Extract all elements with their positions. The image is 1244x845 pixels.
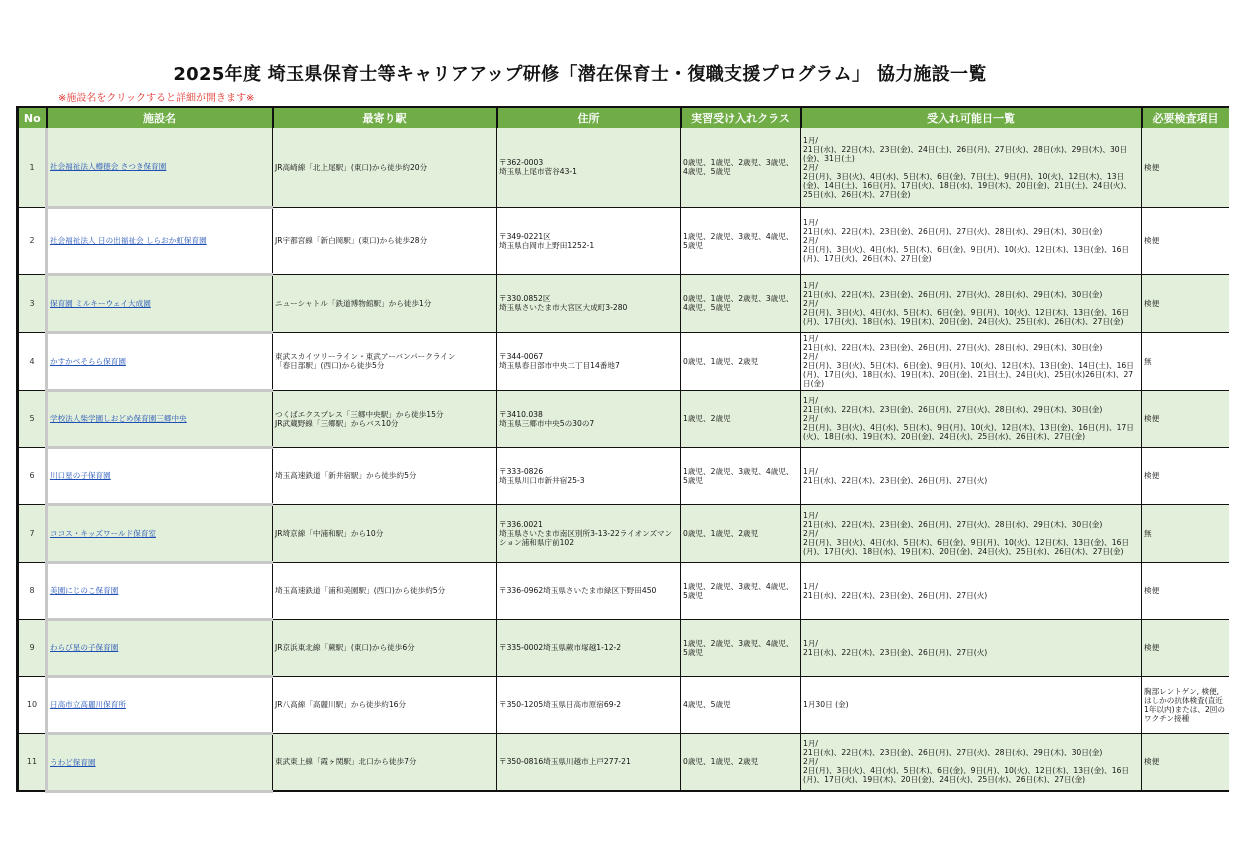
page-title: 2025年度 埼玉県保育士等キャリアアップ研修「潜在保育士・復職支援プログラム」 協力施設一覧 [173, 64, 987, 85]
facility-name-cell [47, 676, 273, 733]
table-row [18, 390, 1229, 447]
address-cell-line: 〒344-0067 [499, 352, 544, 361]
available-dates-cell-line: 1月/ [803, 334, 818, 343]
available-dates-cell [801, 733, 1142, 791]
available-dates-cell-line: 21日(水)、22日(木)、23日(金)、26日(月)、27日(火)、28日(水)、29日(木)、30日(金) [803, 405, 1103, 414]
nearest-station-cell-line: 埼玉高速鉄道「浦和美園駅」(西口)から徒歩約5分 [275, 586, 446, 595]
nearest-station-cell-line: JR京浜東北線「蕨駅」(東口)から徒歩6分 [275, 643, 415, 652]
facility-name-cell [47, 562, 273, 619]
available-dates-cell-line: 2日(月)、3日(火)、4日(水)、5日(木)、6日(金)、9日(月)、10(火)、12日(木)、13日(金)、16日(月)、17日(火)、26日(木)、27日(金) [803, 245, 1129, 263]
address-cell-line: 埼玉県三郷市中央5の30の7 [499, 418, 595, 428]
facility-name-cell [47, 274, 273, 332]
facility-table [16, 106, 1229, 793]
available-dates-cell-line: 1月30日 (金) [803, 700, 849, 709]
available-dates-cell-line: 21日(水)、22日(木)、23日(金)、26日(月)、27日(火) [803, 590, 988, 600]
nearest-station-cell-line: ニューシャトル「鉄道博物館駅」から徒歩1分 [275, 298, 432, 308]
available-dates-cell-line: 21日(水)、22日(木)、23日(金)、24日(土)、26日(月)、27日(火)、28日(水)、29日(木)、30日(金)、31日(土) [803, 144, 1128, 163]
nearest-station-cell [273, 128, 497, 207]
classes-cell: 1歳児、2歳児、3歳児、4歳児、5歳児 [681, 207, 801, 274]
available-dates-cell-line: 1月/ [803, 510, 818, 520]
available-dates-cell-line: 2日(月)、3日(火)、4日(水)、5日(木)、6日(金)、9日(月)、10(火)、12日(木)、13日(金)、16日(月)、17日(火)、18日(水)、19日(木)、20日(金)、24日(火)、25日(水)、26日(木)、27日(金) [803, 537, 1129, 556]
nearest-station-cell [273, 332, 497, 390]
nearest-station-cell [273, 207, 497, 274]
required-checks-cell: 検便 [1142, 619, 1229, 676]
required-checks-cell: 検便 [1142, 207, 1229, 274]
column-header-address: 住所 [497, 107, 681, 128]
address-cell [497, 128, 681, 207]
column-header-no: No [18, 107, 47, 128]
facility-name-link[interactable]: 日高市立高麗川保育所 [50, 700, 126, 709]
available-dates-cell-line: 1月/ [803, 739, 818, 749]
classes-cell: 0歳児、1歳児、2歳児 [681, 733, 801, 791]
facility-name-link[interactable]: 学校法人柴学園しおどめ保育園三郷中央 [50, 414, 187, 423]
address-cell-line: 〒330.0852区 [499, 294, 551, 303]
nearest-station-cell [273, 504, 497, 562]
available-dates-cell-line: 21日(水)、22日(木)、23日(金)、26日(月)、27日(火)、28日(水)、29日(木)、30日(金) [803, 748, 1103, 758]
available-dates-cell-line: 2月/ [803, 352, 818, 361]
required-checks-cell: 検便 [1142, 733, 1229, 791]
classes-cell: 0歳児、1歳児、2歳児、3歳児、4歳児、5歳児 [681, 274, 801, 332]
table-row [18, 562, 1229, 619]
available-dates-cell-line: 2月/ [803, 162, 818, 172]
required-checks-cell: 検便 [1142, 447, 1229, 504]
row-number: 3 [18, 274, 47, 332]
available-dates-cell [801, 562, 1142, 619]
required-checks-cell: 検便 [1142, 562, 1229, 619]
available-dates-cell [801, 390, 1142, 447]
table-row [18, 332, 1229, 390]
address-cell [497, 562, 681, 619]
address-cell-line: 〒349-0221区 [499, 231, 551, 241]
required-checks-cell: 検便 [1142, 274, 1229, 332]
address-cell-line: 〒333-0826 [499, 466, 544, 476]
nearest-station-cell-line: JR武蔵野線「三郷駅」からバス10分 [275, 418, 399, 428]
table-row [18, 274, 1229, 332]
classes-cell: 1歳児、2歳児、3歳児、4歳児、5歳児 [681, 447, 801, 504]
facility-name-cell [47, 733, 273, 791]
column-header-available-dates: 受入れ可能日一覧 [801, 107, 1142, 128]
nearest-station-cell-line: 東武スカイツリーライン・東武アーバンパークライン [275, 352, 456, 361]
facility-name-link[interactable]: うわど保育園 [50, 757, 96, 767]
available-dates-cell-line: 1月/ [803, 218, 818, 227]
address-cell [497, 504, 681, 562]
table-body [18, 128, 1229, 791]
address-cell [497, 619, 681, 676]
classes-cell: 1歳児、2歳児、3歳児、4歳児、5歳児 [681, 562, 801, 619]
address-cell [497, 332, 681, 390]
row-number: 10 [18, 676, 47, 733]
facility-name-link[interactable]: 川口星の子保育園 [50, 471, 111, 480]
required-checks-cell: 検便 [1142, 390, 1229, 447]
available-dates-cell-line: 2日(月)、3日(火)、4日(水)、5日(木)、9日(月)、10(火)、12日(木)、13日(金)、16日(月)、17日(火)、18日(水)、19日(木)、20日(金)、24日(火)、25日(水)、26日(木)、27日(金) [803, 423, 1134, 441]
available-dates-cell-line: 21日(水)、22日(木)、23日(金)、26日(月)、27日(火) [803, 647, 988, 657]
column-header-required-checks: 必要検査項目 [1142, 107, 1229, 128]
nearest-station-cell [273, 733, 497, 791]
address-cell-line: 埼玉県春日部市中央二丁目14番地7 [499, 361, 620, 370]
classes-cell: 0歳児、1歳児、2歳児、3歳児、4歳児、5歳児 [681, 128, 801, 207]
nearest-station-cell-line: 埼玉高速鉄道「新井宿駅」から徒歩約5分 [275, 471, 417, 480]
facility-name-cell [47, 128, 273, 207]
column-header-nearest-station: 最寄り駅 [273, 107, 497, 128]
row-number: 4 [18, 332, 47, 390]
available-dates-cell-line: 1月/ [803, 581, 818, 591]
classes-cell: 1歳児、2歳児、3歳児、4歳児、5歳児 [681, 619, 801, 676]
facility-name-cell [47, 447, 273, 504]
address-cell-line: 〒336.0021 [499, 519, 543, 529]
facility-name-link[interactable]: 美園にじのこ保育園 [50, 586, 119, 595]
available-dates-cell-line: 21日(水)、22日(木)、23日(金)、26日(月)、27日(火) [803, 475, 988, 485]
address-cell [497, 207, 681, 274]
nearest-station-cell [273, 390, 497, 447]
table-row [18, 733, 1229, 791]
required-checks-cell: 無 [1142, 332, 1229, 390]
available-dates-cell-line: 1月/ [803, 638, 818, 648]
available-dates-cell-line: 1月/ [803, 466, 818, 476]
row-number: 6 [18, 447, 47, 504]
table-row [18, 447, 1229, 504]
required-checks-cell: 胸部レントゲン, 検便, はしかの抗体検査(直近1年以内)または、2回のワクチン接種 [1142, 676, 1229, 733]
available-dates-cell-line: 1月/ [803, 396, 818, 405]
address-cell [497, 676, 681, 733]
nearest-station-cell-line: つくばエクスプレス「三郷中央駅」から徒歩15分 [275, 409, 444, 419]
available-dates-cell [801, 207, 1142, 274]
required-checks-cell: 検便 [1142, 128, 1229, 207]
address-cell [497, 390, 681, 447]
address-cell-line: 〒335-0002埼玉県蕨市塚越1-12-2 [499, 643, 622, 652]
address-cell [497, 733, 681, 791]
address-cell [497, 274, 681, 332]
classes-cell: 1歳児、2歳児 [681, 390, 801, 447]
table-header-row [18, 107, 1229, 128]
address-cell-line: 〒336-0962埼玉県さいたま市緑区下野田450 [499, 586, 657, 595]
facility-name-cell [47, 207, 273, 274]
facility-name-link[interactable]: かすかべそらら保育園 [50, 356, 126, 366]
row-number: 11 [18, 733, 47, 791]
facility-name-cell [47, 332, 273, 390]
nearest-station-cell [273, 274, 497, 332]
available-dates-cell-line: 2月/ [803, 414, 818, 423]
row-number: 2 [18, 207, 47, 274]
table-row [18, 207, 1229, 274]
available-dates-cell-line: 1月/ [803, 135, 818, 145]
address-cell-line: 〒362-0003 [499, 158, 544, 168]
click-instruction-note: ※施設名をクリックすると詳細が開きます※ [58, 93, 255, 104]
address-cell [497, 447, 681, 504]
nearest-station-cell [273, 619, 497, 676]
address-cell-line: 埼玉県さいたま市大宮区大成町3-280 [499, 303, 628, 312]
nearest-station-cell-line: 東武東上線「霞ヶ関駅」北口から徒歩7分 [275, 757, 417, 767]
facility-name-cell [47, 619, 273, 676]
available-dates-cell-line: 2月/ [803, 757, 818, 767]
available-dates-cell [801, 619, 1142, 676]
row-number: 1 [18, 128, 47, 207]
classes-cell: 0歳児、1歳児、2歳児 [681, 332, 801, 390]
table-row [18, 504, 1229, 562]
facility-name-cell [47, 504, 273, 562]
table-row [18, 619, 1229, 676]
available-dates-cell-line: 2日(月)、3日(火)、4日(水)、5日(木)、6日(金)、7日(土)、9日(月)、10(火)、12日(木)、13日(金)、14日(土)、16日(月)、17日(火)、18日(水)、19日(木)、20日(金)、21日(土)、24日(火)、25日(水)、26日(木)、27日(金) [803, 171, 1132, 199]
available-dates-cell-line: 2日(月)、3日(火)、4日(水)、5日(木)、6日(金)、9日(月)、10(火)、12日(木)、13日(金)、16日(月)、17日(火)、18日(水)、19日(木)、20日(金)、24日(火)、25日(水)、26日(木)、27日(金) [803, 307, 1129, 326]
facility-name-cell [47, 390, 273, 447]
address-cell-line: 埼玉県さいたま市南区別所3-13-22ライオンズマンション浦和県庁前102 [499, 528, 673, 547]
facility-name-link[interactable]: わらび星の子保育園 [50, 643, 119, 652]
nearest-station-cell [273, 676, 497, 733]
available-dates-cell-line: 21日(水)、22日(木)、23日(金)、26日(月)、27日(火)、28日(水)、29日(木)、30日(金) [803, 519, 1103, 529]
classes-cell: 0歳児、1歳児、2歳児 [681, 504, 801, 562]
required-checks-cell: 無 [1142, 504, 1229, 562]
row-number: 5 [18, 390, 47, 447]
nearest-station-cell-line: JR八高線「高麗川駅」から徒歩約16分 [275, 700, 407, 709]
classes-cell: 4歳児、5歳児 [681, 676, 801, 733]
row-number: 8 [18, 562, 47, 619]
nearest-station-cell-line: JR埼京線「中浦和駅」から10分 [275, 528, 384, 538]
available-dates-cell-line: 2月/ [803, 298, 818, 308]
facility-name-link[interactable]: 社会福祉法人樽徳会 さつき保育園 [50, 162, 167, 172]
available-dates-cell [801, 274, 1142, 332]
available-dates-cell-line: 1月/ [803, 280, 818, 290]
address-cell-line: 〒3410.038 [499, 409, 543, 419]
facility-name-link[interactable]: 保育園 ミルキーウェイ大成園 [50, 298, 151, 308]
available-dates-cell-line: 21日(水)、22日(木)、23日(金)、26日(月)、27日(火)、28日(水)、29日(木)、30日(金) [803, 289, 1103, 299]
table-row [18, 676, 1229, 733]
address-cell-line: 埼玉県川口市新井宿25-3 [499, 475, 585, 485]
available-dates-cell-line: 21日(水)、22日(木)、23日(金)、26日(月)、27日(火)、28日(水)、29日(木)、30日(金) [803, 227, 1103, 236]
facility-name-link[interactable]: 社会福祉法人 日の出福祉会 しらおか虹保育園 [50, 236, 207, 245]
facility-name-link[interactable]: ココス・キッズワールド保育室 [50, 528, 157, 538]
address-cell-line: 埼玉県白岡市上野田1252-1 [499, 240, 595, 250]
nearest-station-cell [273, 562, 497, 619]
available-dates-cell-line: 2月/ [803, 236, 818, 245]
available-dates-cell [801, 128, 1142, 207]
row-number: 7 [18, 504, 47, 562]
available-dates-cell [801, 504, 1142, 562]
available-dates-cell [801, 447, 1142, 504]
table-row [18, 128, 1229, 207]
nearest-station-cell-line: JR宇都宮線「新白岡駅」(東口)から徒歩28分 [275, 236, 428, 245]
available-dates-cell [801, 332, 1142, 390]
available-dates-cell-line: 2月/ [803, 528, 818, 538]
column-header-classes: 実習受け入れクラス [681, 107, 801, 128]
available-dates-cell [801, 676, 1142, 733]
column-header-facility-name: 施設名 [47, 107, 273, 128]
available-dates-cell-line: 2日(月)、3日(火)、4日(水)、5日(木)、6日(金)、9日(月)、10(火)、12日(木)、13日(金)、16日(月)、17日(火)、19日(木)、20日(金)、24日(火)、25日(水)、26日(木)、27日(金) [803, 766, 1129, 785]
nearest-station-cell [273, 447, 497, 504]
nearest-station-cell-line: JR高崎線「北上尾駅」(東口)から徒歩約20分 [275, 162, 428, 172]
address-cell-line: 〒350-0816埼玉県川越市上戸277-21 [499, 757, 631, 767]
address-cell-line: 〒350-1205埼玉県日高市原宿69-2 [499, 700, 622, 709]
available-dates-cell-line: 2日(月)、3日(火)、5日(木)、6日(金)、9日(月)、10(火)、12日(木)、13日(金)、14日(土)、16日(月)、17日(火)、18日(水)、19日(木)、20日(金)、21日(土)、24日(火)、25日(水)26日(木)、27日(金) [803, 361, 1134, 388]
address-cell-line: 埼玉県上尾市菅谷43-1 [499, 167, 577, 177]
available-dates-cell-line: 21日(水)、22日(木)、23日(金)、26日(月)、27日(火)、28日(水)、29日(木)、30日(金) [803, 343, 1103, 352]
row-number: 9 [18, 619, 47, 676]
nearest-station-cell-line: 「春日部駅」(西口)から徒歩5分 [275, 361, 385, 370]
